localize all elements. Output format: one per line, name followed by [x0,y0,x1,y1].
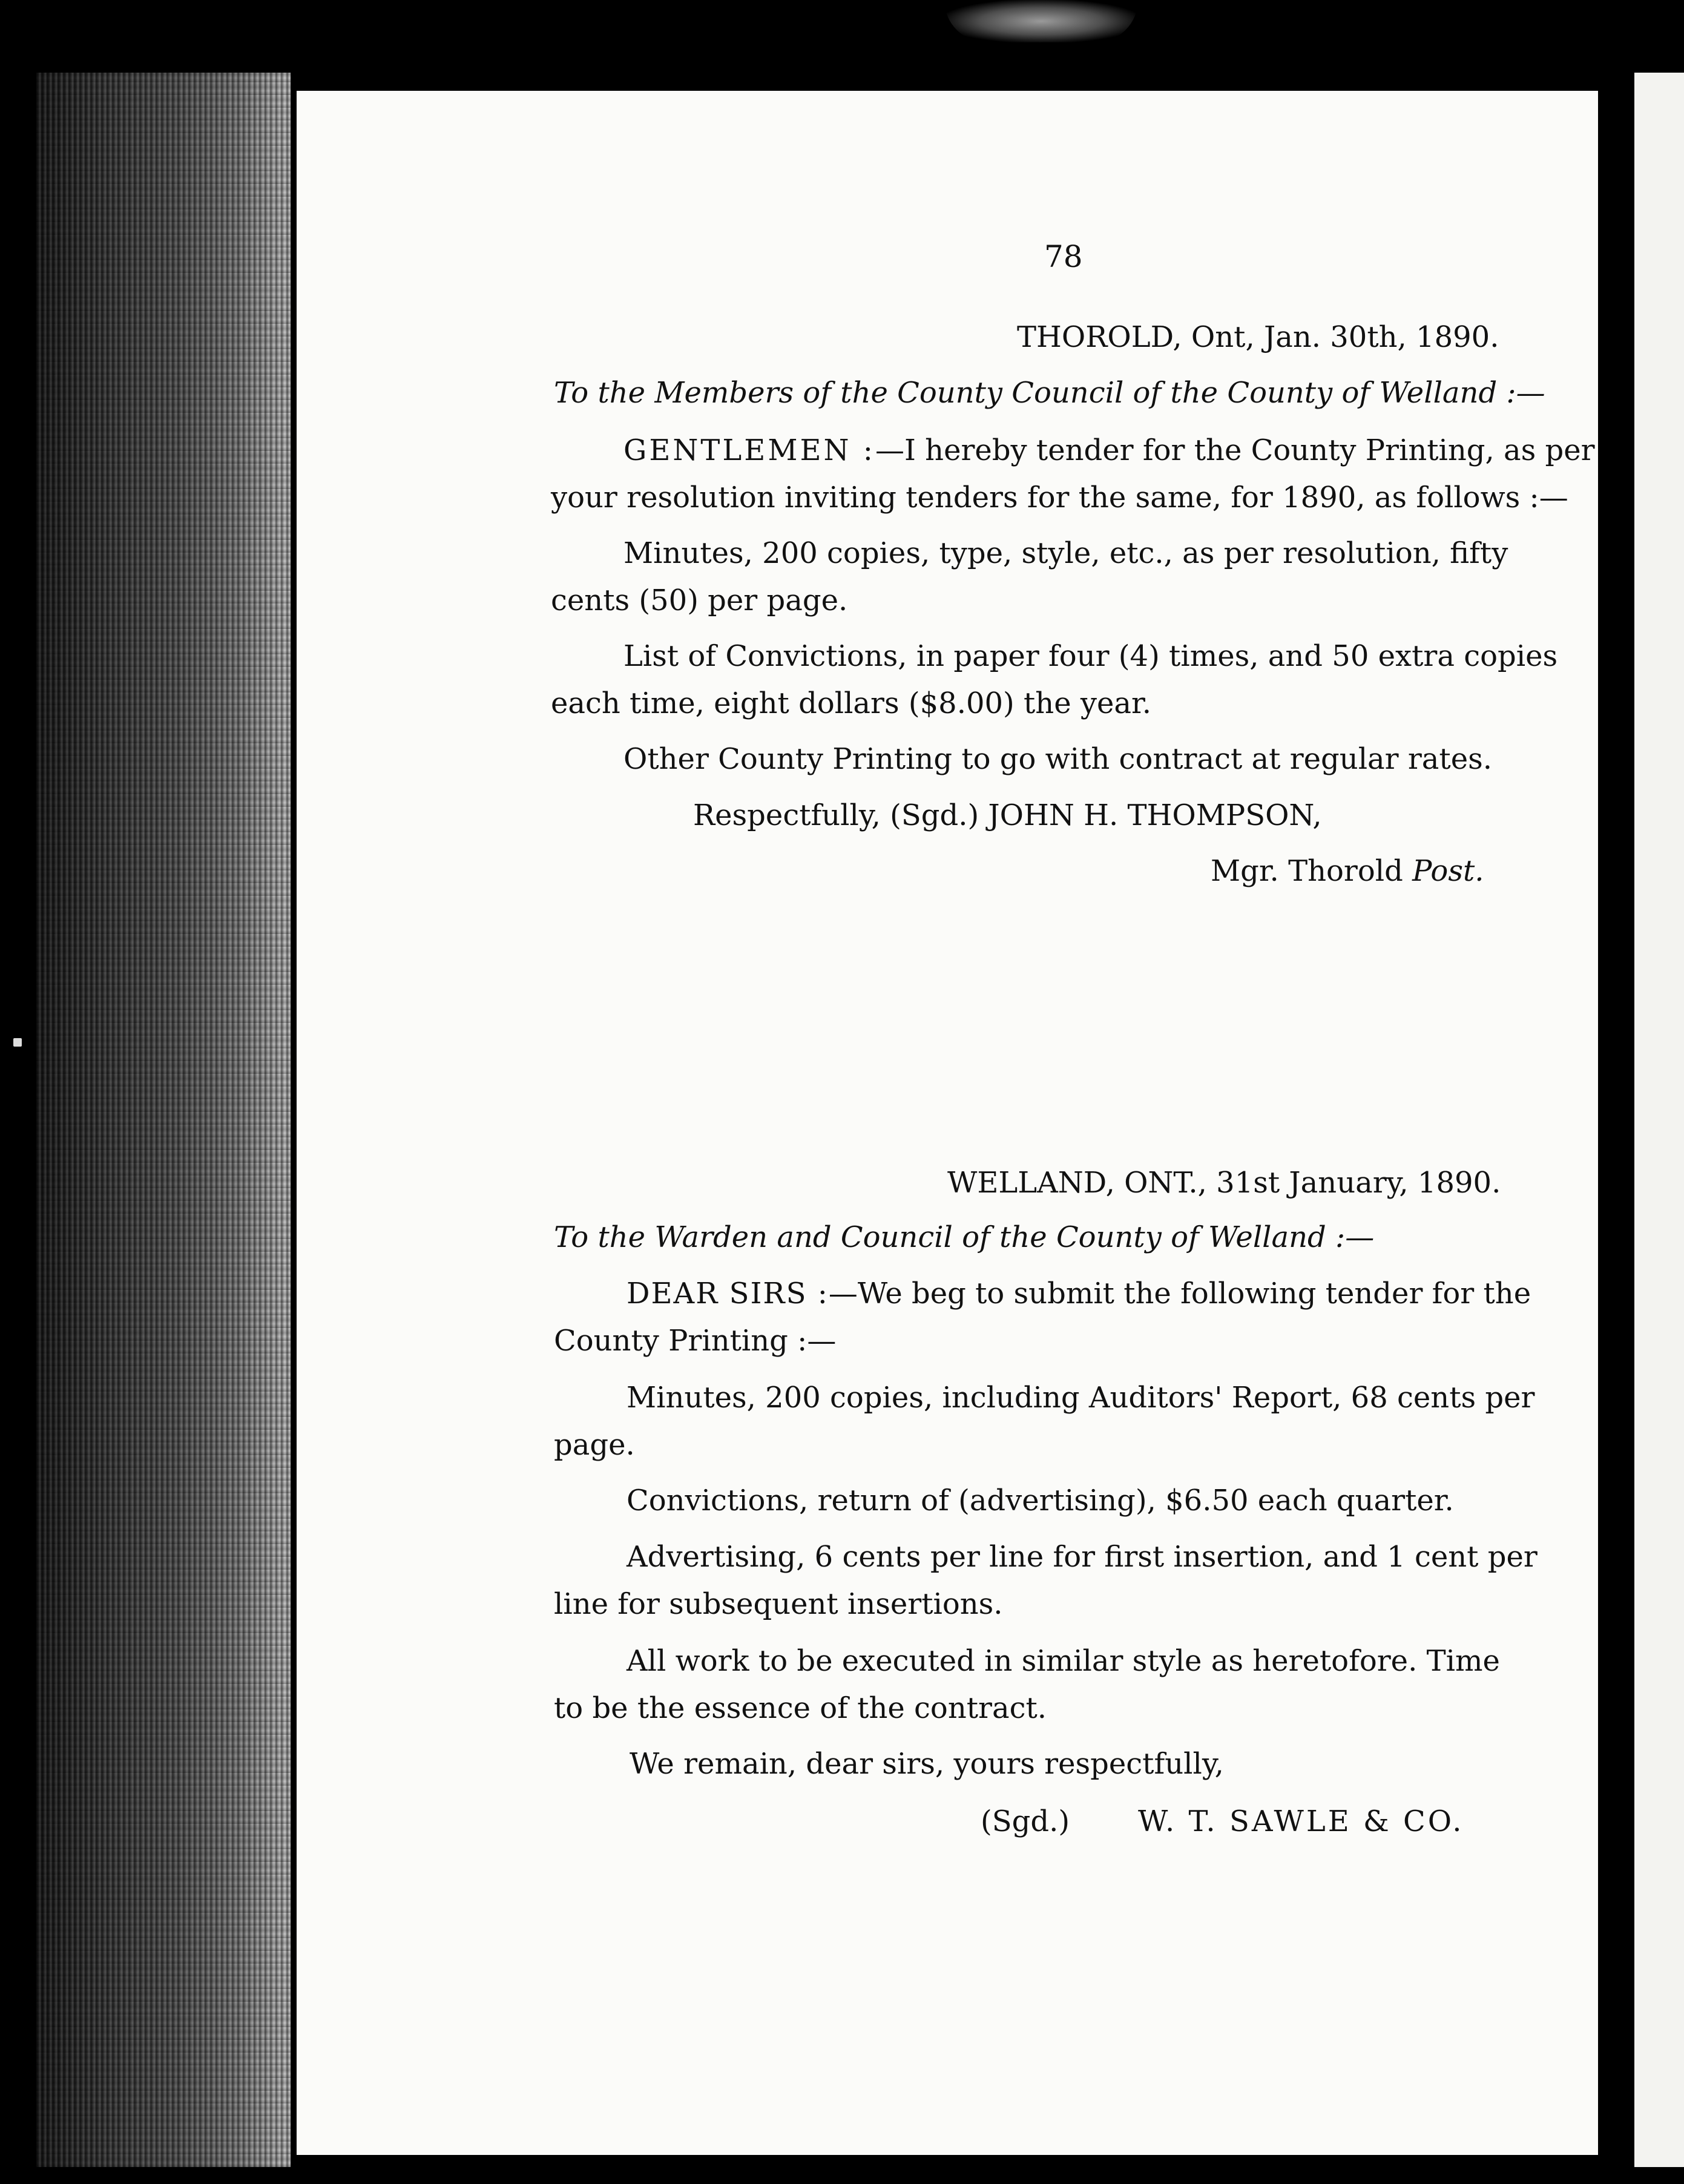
letter2-para3: Convictions, return of (advertising), $6.50 each quarter. [627,1484,1454,1518]
letter2-para1-line1 [627,1276,1531,1311]
letter1-dateline: THOROLD, Ont, Jan. 30th, 1890. [1017,320,1499,354]
letter1-para3-line1: List of Convictions, in paper four (4) times, and 50 extra copies [623,639,1558,673]
letter1-greeting: GENTLEMEN : [623,433,875,467]
letter2-closing: We remain, dear sirs, yours respectfully, [630,1747,1224,1781]
facing-page-edge [1634,73,1684,2167]
letter1-para1-line1-text: —I hereby tender for the County Printing, as per [875,433,1595,467]
letter2-para4-line1: Advertising, 6 cents per line for first insertion, and 1 cent per [627,1540,1538,1574]
edge-mark [13,1038,22,1047]
letter2-signature-sgd: (Sgd.) [981,1804,1070,1838]
letter2-para4-line2: line for subsequent insertions. [554,1587,1003,1621]
letter1-para2-line1: Minutes, 200 copies, type, style, etc., as per resolution, fifty [623,536,1508,570]
letter2-signature-name: W. T. SAWLE & CO. [1138,1804,1464,1838]
letter2-salutation: To the Warden and Council of the County of Welland :— [554,1220,1375,1254]
letter1-salutation: To the Members of the County Council of the County of Welland :— [554,376,1545,410]
letter1-para1-line1 [623,433,1595,468]
letter1-para2-line2: cents (50) per page. [551,584,848,617]
letter1-signature-title [1211,854,1484,889]
letter2-para5-line2: to be the essence of the contract. [554,1691,1047,1725]
letter1-closing: Respectfully, (Sgd.) JOHN H. THOMPSON, [693,798,1322,832]
letter2-greeting: DEAR SIRS : [627,1277,829,1311]
letter2-dateline: WELLAND, ONT., 31st January, 1890. [947,1166,1501,1200]
letter1-signature-paper: Post. [1412,854,1484,888]
letter1-para3-line2: each time, eight dollars ($8.00) the year. [551,686,1151,720]
letter2-para1-line1-text: —We beg to submit the following tender for the [828,1277,1531,1311]
letter2-para5-line1: All work to be executed in similar style as heretofore. Time [627,1644,1500,1678]
book-edge [36,73,291,2167]
letter2-para2-line1: Minutes, 200 copies, including Auditors' Report, 68 cents per [627,1381,1535,1415]
letter1-signature-role: Mgr. Thorold [1211,854,1403,888]
top-ink-blot [944,0,1138,42]
letter1-para4: Other County Printing to go with contract at regular rates. [623,742,1493,776]
page-number: 78 [1044,239,1083,274]
letter2-para1-line2: County Printing :— [554,1324,837,1358]
letter1-para1-line2: your resolution inviting tenders for the same, for 1890, as follows :— [551,481,1568,515]
letter2-para2-line2: page. [554,1428,635,1462]
